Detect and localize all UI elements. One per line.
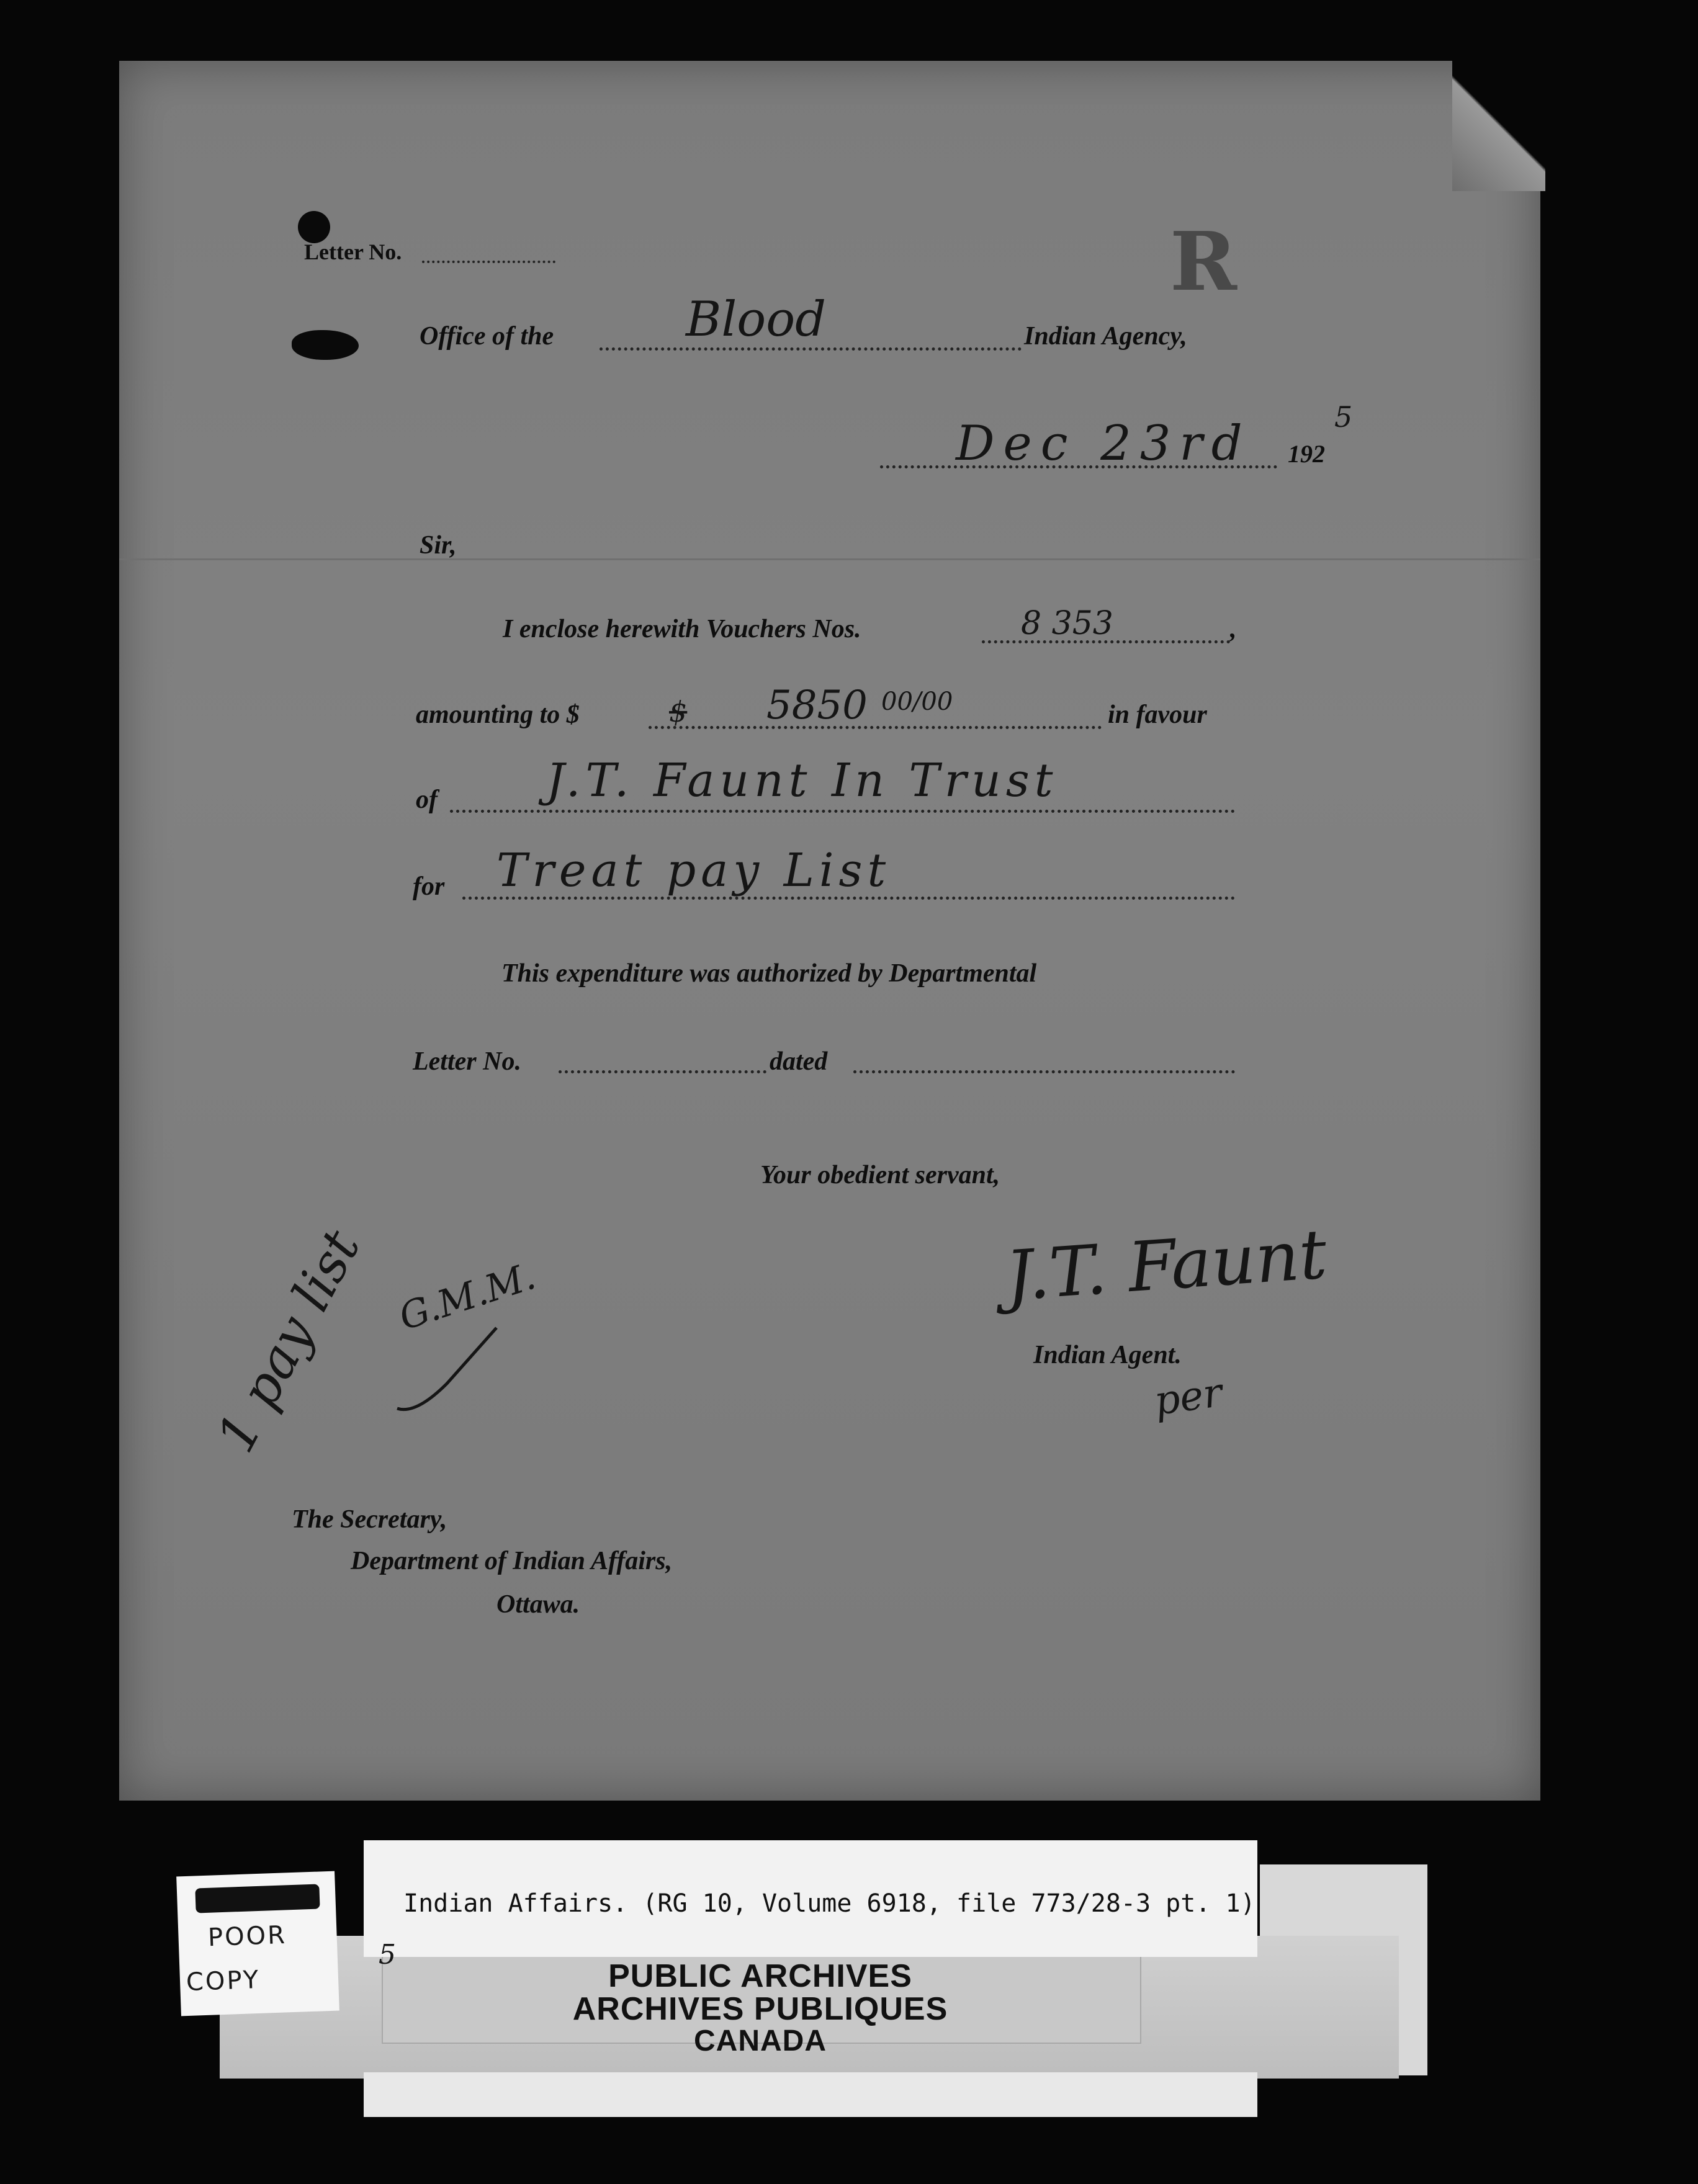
check-mark <box>391 1322 503 1421</box>
punch-hole-mid <box>292 330 359 360</box>
departmental-letter-no-line <box>559 1070 766 1073</box>
signature-initials-handwritten: per <box>1151 1369 1226 1425</box>
document-sheet <box>119 61 1540 1801</box>
stamp-letter-r: R <box>1170 214 1238 309</box>
amount-handwritten: 5850 <box>766 682 868 728</box>
addressee-line-3: Ottawa. <box>496 1590 580 1619</box>
archive-stamp-line-2: ARCHIVES PUBLIQUES <box>572 1991 948 2027</box>
archive-stamp-line-3: CANADA <box>694 2025 827 2057</box>
closing-text: Your obedient servant, <box>760 1161 1000 1189</box>
amounting-text: amounting to $ <box>416 700 580 729</box>
amount-line <box>649 726 1102 729</box>
signature-title: Indian Agent. <box>1033 1341 1182 1369</box>
paper-crease <box>119 558 1540 560</box>
addressee-line-1: The Secretary, <box>292 1505 447 1534</box>
year-prefix: 192 <box>1288 440 1325 468</box>
dated-line <box>853 1070 1235 1073</box>
voucher-comma: , <box>1230 615 1237 643</box>
archive-reference-text: Indian Affairs. (RG 10, Volume 6918, file 773/28-3 pt. 1) <box>403 1889 1256 1918</box>
signature-handwritten: J.T. Faunt <box>1003 1214 1329 1316</box>
authorized-text: This expenditure was authorized by Departmental <box>501 959 1037 988</box>
agency-line <box>600 347 1022 351</box>
poor-copy-line-1: POOR <box>207 1920 287 1953</box>
letter-no-label: Letter No. <box>304 239 402 264</box>
page-mark-handwritten: 5 <box>379 1939 396 1971</box>
date-handwritten: Dec 23rd <box>956 416 1251 472</box>
voucher-numbers-handwritten: 8 353 <box>1021 605 1113 642</box>
margin-initials-handwritten: G.M.M. <box>393 1254 541 1340</box>
for-label: for <box>413 872 445 901</box>
amount-strikeout-handwritten: $ <box>669 695 688 728</box>
addressee-line-2: Department of Indian Affairs, <box>351 1547 673 1575</box>
salutation: Sir, <box>420 531 457 560</box>
poor-copy-redaction <box>195 1884 320 1913</box>
departmental-letter-no-label: Letter No. <box>413 1047 521 1076</box>
enclose-text: I enclose herewith Vouchers Nos. <box>503 615 861 643</box>
dated-label: dated <box>770 1047 828 1076</box>
year-suffix-handwritten: 5 <box>1334 400 1353 434</box>
of-label: of <box>416 785 438 814</box>
in-favour-label: in favour <box>1108 700 1207 729</box>
poor-copy-line-2: COPY <box>186 1965 261 1997</box>
purpose-handwritten: Treat pay List <box>496 844 891 897</box>
payee-handwritten: J.T. Faunt In Trust <box>546 754 1058 807</box>
office-of-the-label: Office of the <box>420 322 554 351</box>
agency-name-handwritten: Blood <box>686 292 827 347</box>
letter-no-line <box>422 261 555 263</box>
folded-corner <box>1452 61 1545 191</box>
amount-cents-handwritten: 00/00 <box>881 687 953 716</box>
archive-bottom-strip <box>364 2072 1257 2117</box>
archive-stamp-line-1: PUBLIC ARCHIVES <box>608 1958 912 1994</box>
payee-line <box>450 810 1235 813</box>
indian-agency-label: Indian Agency, <box>1024 322 1187 351</box>
margin-note-handwritten: 1 pay list <box>205 1220 372 1462</box>
